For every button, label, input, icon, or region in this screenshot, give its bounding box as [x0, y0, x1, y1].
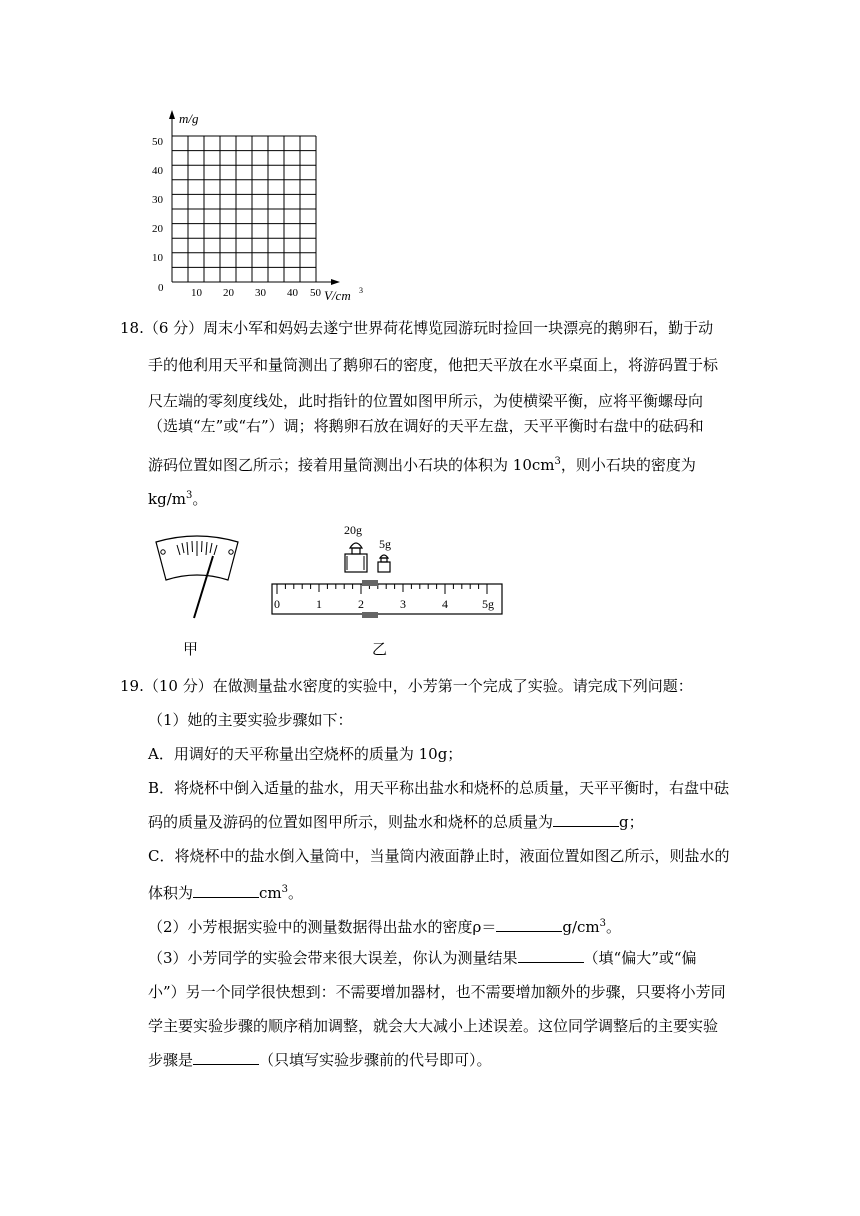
q18-line2: 手的他利用天平和量筒测出了鹅卵石的密度，他把天平放在水平桌面上，将游码置于标 — [148, 356, 719, 374]
figure-jia-label: 甲 — [183, 640, 199, 658]
q19-step-c-line1: C．将烧杯中的盐水倒入量筒中，当量筒内液面静止时，液面位置如图乙所示，则盐水的 — [148, 847, 730, 865]
x-tick: 30 — [255, 287, 266, 299]
x-tick: 10 — [191, 287, 202, 299]
scale-tick: 2 — [358, 597, 364, 611]
y-tick: 30 — [152, 194, 163, 206]
q19-step-b-line2: 码的质量及游码的位置如图甲所示，则盐水和烧杯的总质量为 g； — [148, 813, 644, 831]
y-tick: 20 — [152, 223, 163, 235]
weight-20g-label: 20g — [344, 523, 362, 537]
q18-line4: （选填“左”或“右”）调；将鹅卵石放在调好的天平左盘，天平平衡时右盘中的砝码和 — [148, 417, 704, 435]
q18-line3: 尺左端的零刻度线处，此时指针的位置如图甲所示，为使横梁平衡，应将平衡螺母向 — [148, 392, 704, 410]
balance-pointer-figure — [150, 530, 245, 622]
y-tick: 0 — [158, 282, 164, 294]
q19-step-c-line2: 体积为 $cm^3$。 — [148, 884, 304, 902]
q19-part3-line1: （3）小芳同学的实验会带来很大误差，你认为测量结果 （填“偏大”或“偏 — [148, 949, 697, 967]
scale-tick: 4 — [442, 597, 448, 611]
y-tick: 40 — [152, 165, 163, 177]
q19-step-a: A．用调好的天平称量出空烧杯的质量为 10g； — [148, 745, 463, 763]
weights-and-scale-figure — [268, 520, 506, 624]
x-axis-label-sup: 3 — [359, 286, 363, 295]
q18-line1: 18.（6 分）周末小军和妈妈去遂宁世界荷花博览园游玩时捡回一块漂亮的鹅卵石，勤于动 — [120, 319, 714, 337]
q19-part2: （2）小芳根据实验中的测量数据得出盐水的密度$\rho= g/cm^3$。 — [148, 918, 622, 936]
q19-part3-line4: 步骤是 （只填写实验步骤前的代号即可）。 — [148, 1051, 492, 1069]
answer-blank[interactable] — [193, 1050, 259, 1065]
q19-part3-line2: 小”）另一个同学很快想到：不需要增加器材，也不需要增加额外的步骤，只要将小芳同 — [148, 983, 726, 1001]
x-tick: 40 — [287, 287, 298, 299]
x-axis-label: V/cm — [324, 288, 351, 303]
q18-line5: 游码位置如图乙所示；接着用量筒测出小石块的体积为 $10cm^3$，则小石块的密度为 — [148, 456, 696, 474]
q19-step-b-line1: B．将烧杯中倒入适量的盐水，用天平称出盐水和烧杯的总质量，天平平衡时，右盘中砝 — [148, 779, 730, 797]
y-tick: 10 — [152, 252, 163, 264]
answer-blank[interactable] — [553, 812, 619, 827]
answer-blank[interactable] — [496, 917, 562, 932]
scale-tick: 1 — [316, 597, 322, 611]
x-tick: 50 — [310, 287, 321, 299]
answer-blank[interactable] — [518, 948, 584, 963]
q19-intro: 19.（10 分）在做测量盐水密度的实验中，小芳第一个完成了实验。请完成下列问题： — [120, 677, 693, 695]
scale-tick: 3 — [400, 597, 406, 611]
answer-blank[interactable] — [193, 883, 259, 898]
scale-tick: 5g — [482, 597, 494, 611]
q19-part1: （1）她的主要实验步骤如下： — [148, 711, 353, 729]
y-tick: 50 — [152, 136, 163, 148]
x-tick: 20 — [223, 287, 234, 299]
q18-line6: $kg/m^3$。 — [148, 490, 208, 508]
y-axis-label: m/g — [179, 111, 199, 126]
q19-part3-line3: 学主要实验步骤的顺序稍加调整，就会大大减小上述误差。这位同学调整后的主要实验 — [148, 1017, 719, 1035]
figure-yi-label: 乙 — [372, 640, 388, 658]
mass-volume-grid-graph — [140, 100, 380, 310]
weight-5g-label: 5g — [379, 537, 391, 551]
scale-tick: 0 — [274, 597, 280, 611]
